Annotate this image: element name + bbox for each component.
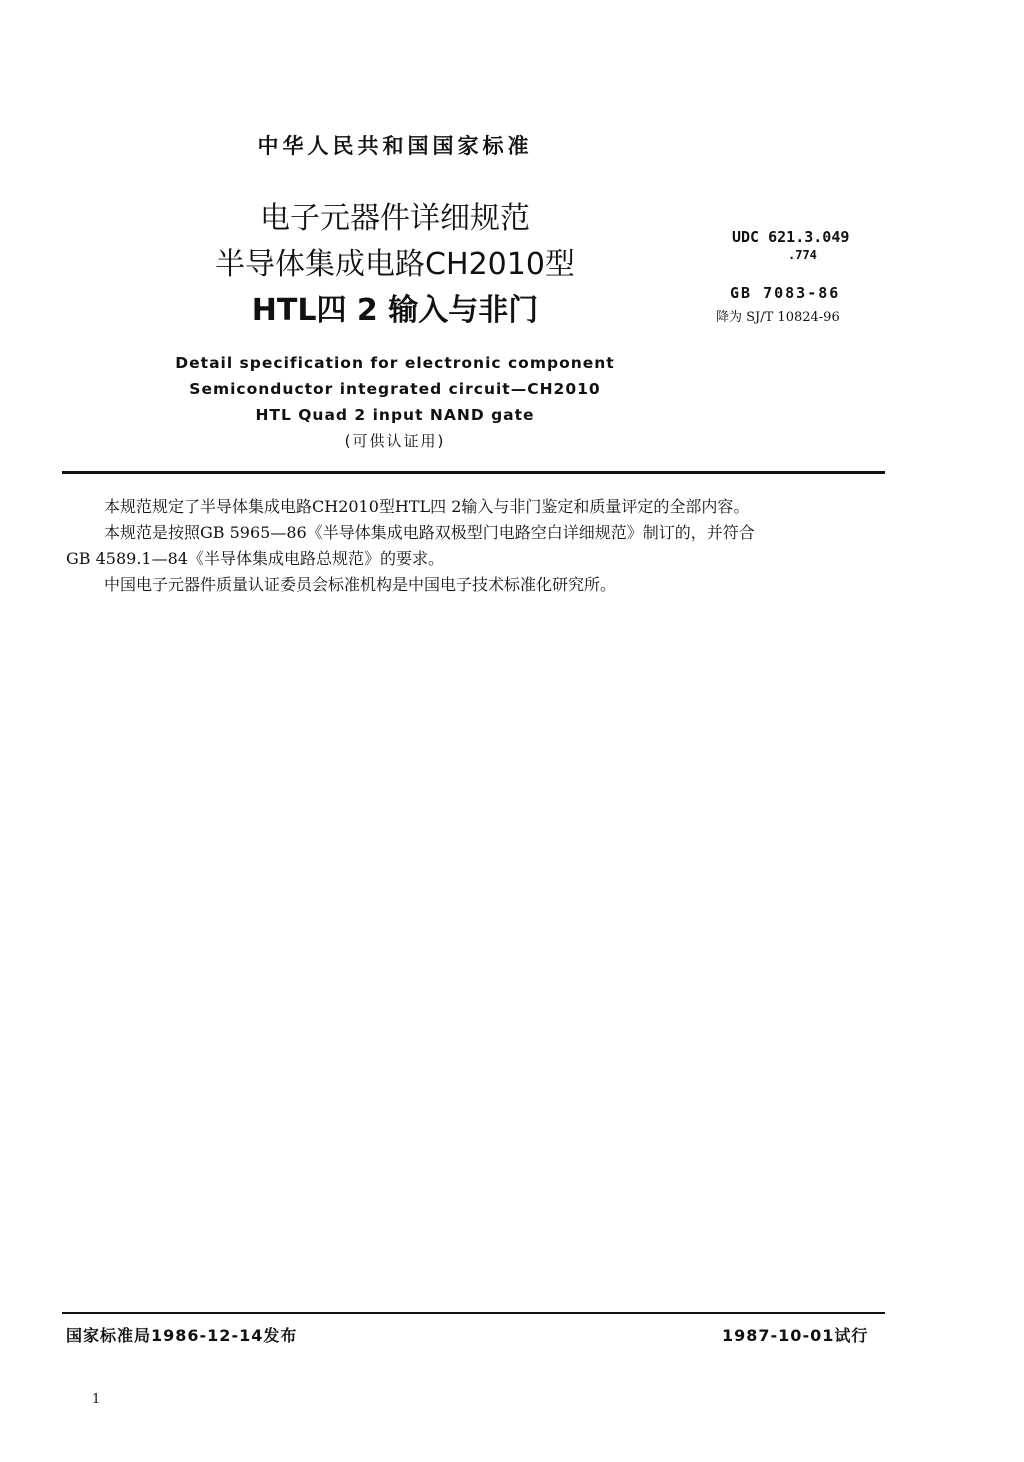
issue-date: 国家标准局1986-12-14发布: [66, 1326, 298, 1345]
body-text: [66, 494, 886, 598]
title-line-1: 电子元器件详细规范: [260, 201, 530, 236]
national-standard-heading: 中华人民共和国国家标准: [257, 134, 533, 158]
paragraph-scope: 本规范规定了半导体集成电路CH2010型HTL四 2输入与非门鉴定和质量评定的全部内容。: [104, 497, 750, 516]
english-title: [0, 350, 790, 454]
paragraph-basis-line-1: 本规范是按照GB 5965—86《半导体集成电路双极型门电路空白详细规范》制订的，并符合: [104, 523, 755, 542]
english-title-line-3: HTL Quad 2 input NAND gate: [255, 406, 535, 424]
bottom-divider: [62, 1312, 885, 1314]
replacement-note: 降为 SJ/T 10824-96: [716, 310, 840, 325]
udc-suffix: .774: [788, 248, 817, 262]
effective-date: 1987-10-01试行: [722, 1326, 869, 1345]
paragraph-authority: 中国电子元器件质量认证委员会标准机构是中国电子技术标准化研究所。: [104, 575, 617, 594]
gb-code: GB 7083-86: [730, 284, 841, 302]
certification-note: (可供认证用): [344, 432, 446, 450]
paragraph-basis-line-2: GB 4589.1—84《半导体集成电路总规范》的要求。: [66, 549, 444, 568]
english-title-line-1: Detail specification for electronic component: [175, 354, 615, 372]
title-line-2: 半导体集成电路CH2010型: [215, 247, 575, 282]
top-divider: [62, 471, 885, 474]
udc-code: UDC 621.3.049: [732, 228, 850, 246]
english-title-line-2: Semiconductor integrated circuit—CH2010: [189, 380, 601, 398]
title-line-3: HTL四 2 输入与非门: [251, 293, 539, 328]
page-number: 1: [92, 1392, 101, 1407]
document-title: [0, 196, 790, 334]
